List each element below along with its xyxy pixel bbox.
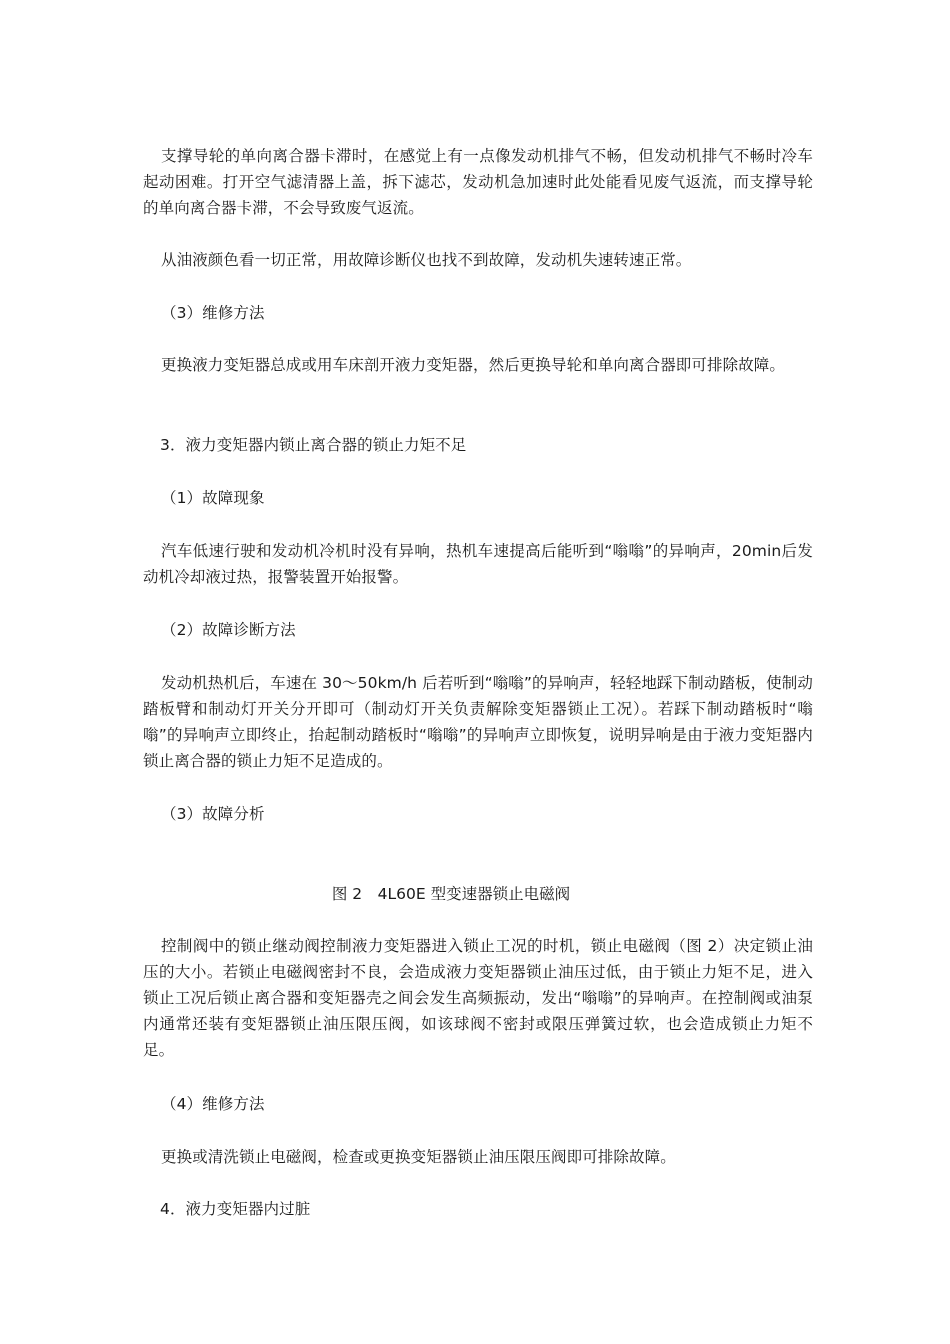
heading-repair-method-3: （3）维修方法 bbox=[161, 304, 265, 322]
paragraph-stator-clutch-symptom: 支撑导轮的单向离合器卡滞时，在感觉上有一点像发动机排气不畅，但发动机排气不畅时冷车起动困难。打开空气滤清器上盖，拆下滤芯，发动机急加速时此处能看见废气返流，而支撑导轮的单向离合器卡滞，不会导致废气返流。 bbox=[143, 147, 813, 217]
heading-section-3: 3．液力变矩器内锁止离合器的锁止力矩不足 bbox=[160, 436, 467, 454]
heading-repair-method-4: （4）维修方法 bbox=[161, 1095, 265, 1113]
paragraph-replace-converter: 更换液力变矩器总成或用车床剖开液力变矩器，然后更换导轮和单向离合器即可排除故障。 bbox=[161, 356, 786, 374]
figure-caption: 图 2 4L60E 型变速器锁止电磁阀 bbox=[331, 885, 571, 903]
paragraph-lockup-solenoid-analysis: 控制阀中的锁止继动阀控制液力变矩器进入锁止工况的时机，锁止电磁阀（图 2）决定锁止油压的大小。若锁止电磁阀密封不良，会造成液力变矩器锁止油压过低，由于锁止力矩不足，进入锁止工况后锁止离合器和变矩器壳之间会发生高频振动，发出“嗡嗡”的异响声。在控制阀或油泵内通常还装有变矩器锁止油压限压阀，如该球阀不密封或限压弹簧过软，也会造成锁止力矩不足。 bbox=[143, 937, 813, 1059]
heading-section-4: 4．液力变矩器内过脏 bbox=[160, 1200, 311, 1218]
paragraph-replace-solenoid: 更换或清洗锁止电磁阀，检查或更换变矩器锁止油压限压阀即可排除故障。 bbox=[161, 1148, 676, 1166]
paragraph-humming-noise: 汽车低速行驶和发动机冷机时没有异响，热机车速提高后能听到“嗡嗡”的异响声，20min后发动机冷却液过热，报警装置开始报警。 bbox=[143, 542, 813, 586]
paragraph-oil-color-check: 从油液颜色看一切正常，用故障诊断仪也找不到故障，发动机失速转速正常。 bbox=[161, 251, 692, 269]
heading-fault-analysis-3: （3）故障分析 bbox=[161, 805, 265, 823]
heading-diagnosis-method-2: （2）故障诊断方法 bbox=[161, 621, 296, 639]
paragraph-diagnosis-procedure: 发动机热机后，车速在 30～50km/h 后若听到“嗡嗡”的异响声，轻轻地踩下制动踏板，使制动踏板臂和制动灯开关分开即可（制动灯开关负责解除变矩器锁止工况）。若踩下制动踏板时“嗡嗡”的异响声立即终止，抬起制动踏板时“嗡嗡”的异响声立即恢复，说明异响是由于液力变矩器内锁止离合器的锁止力矩不足造成的。 bbox=[143, 674, 813, 770]
heading-fault-symptom-1: （1）故障现象 bbox=[161, 489, 265, 507]
